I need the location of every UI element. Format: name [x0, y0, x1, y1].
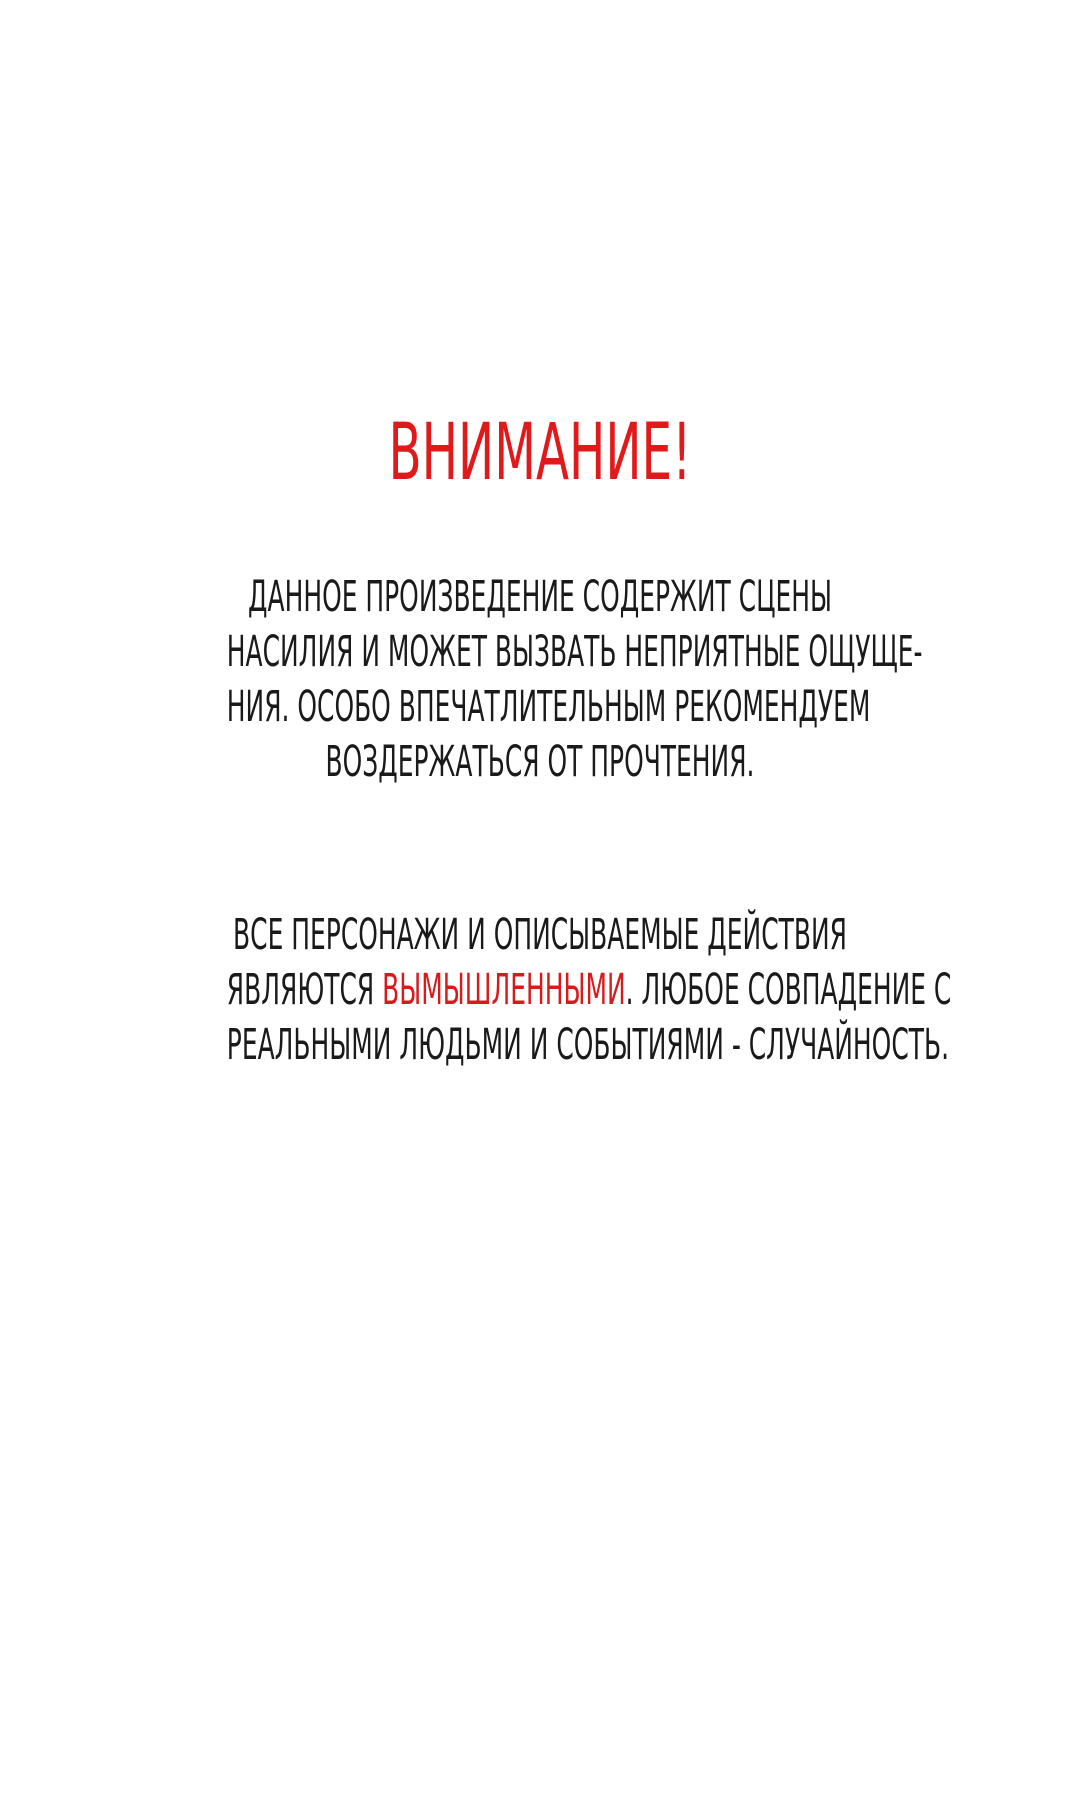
- content-warning-paragraph: [0, 570, 1080, 790]
- paragraph-line: НАСИЛИЯ И МОЖЕТ ВЫЗВАТЬ НЕПРИЯТНЫЕ ОЩУЩЕ-: [226, 627, 923, 677]
- paragraph-line: РЕАЛЬНЫМИ ЛЮДЬМИ И СОБЫТИЯМИ - СЛУЧАЙНОСТЬ.: [226, 1020, 950, 1070]
- paragraph-line: ВСЕ ПЕРСОНАЖИ И ОПИСЫВАЕМЫЕ ДЕЙСТВИЯ: [233, 910, 847, 960]
- highlighted-word: ВЫМЫШЛЕННЫМИ: [382, 965, 626, 1015]
- fiction-disclaimer-paragraph: [0, 908, 1080, 1073]
- warning-title: ВНИМАНИЕ!: [388, 408, 692, 498]
- paragraph-line: ДАННОЕ ПРОИЗВЕДЕНИЕ СОДЕРЖИТ СЦЕНЫ: [248, 572, 832, 622]
- paragraph-line: ВОЗДЕРЖАТЬСЯ ОТ ПРОЧТЕНИЯ.: [325, 737, 755, 787]
- line-text-after: . ЛЮБОЕ СОВПАДЕНИЕ С: [625, 965, 952, 1015]
- paragraph-line-with-highlight: [226, 963, 952, 1018]
- line-text-before: ЯВЛЯЮТСЯ: [226, 965, 383, 1015]
- paragraph-line: НИЯ. ОСОБО ВПЕЧАТЛИТЕЛЬНЫМ РЕКОМЕНДУЕМ: [226, 682, 871, 732]
